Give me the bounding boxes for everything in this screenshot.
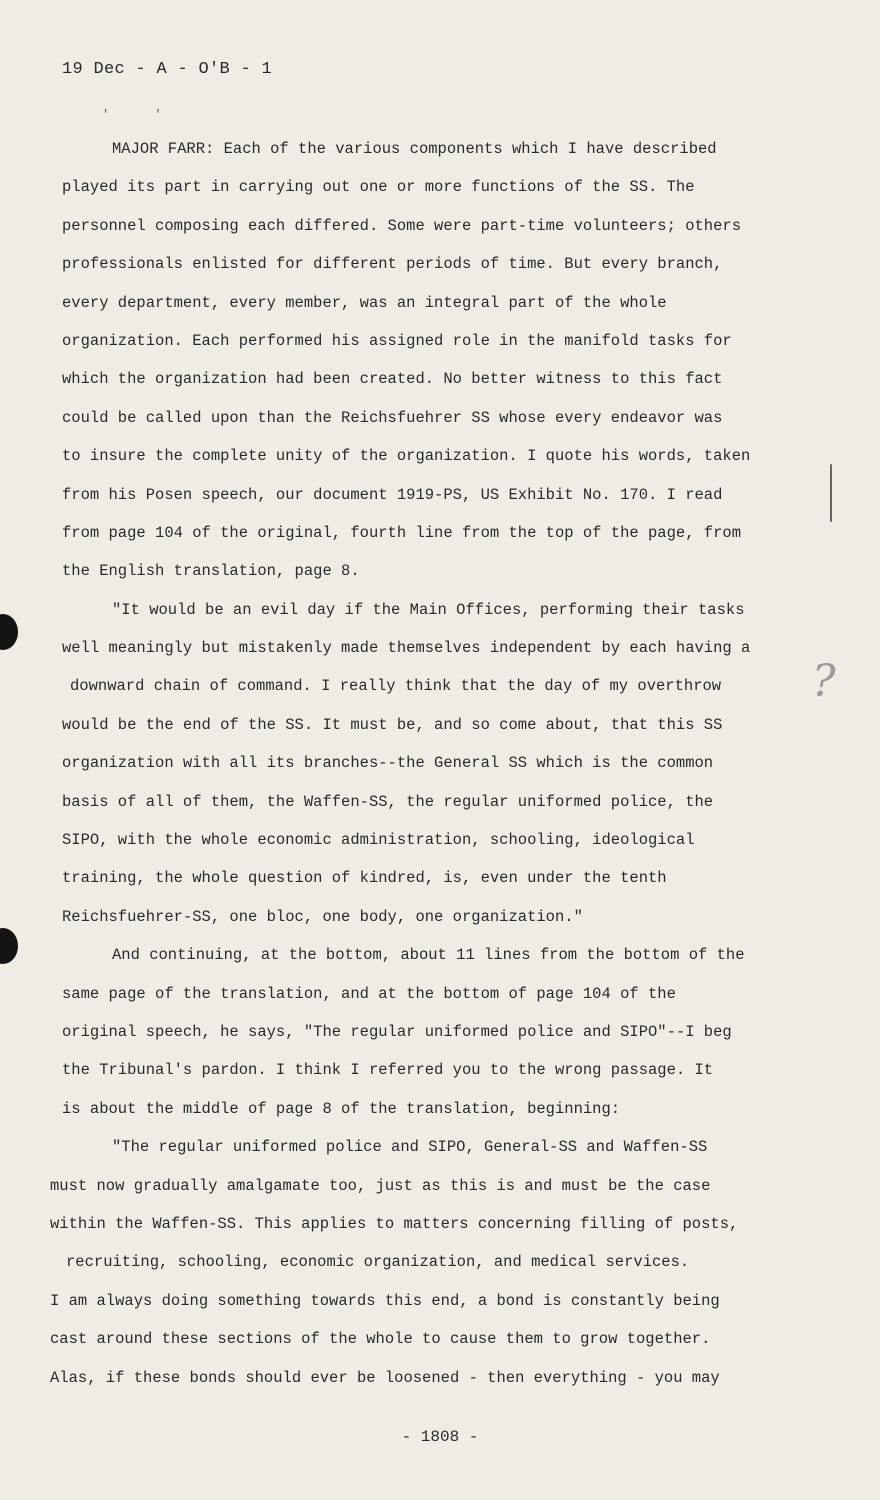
text-line: is about the middle of page 8 of the translation, beginning: <box>62 1099 621 1118</box>
quote-line: recruiting, schooling, economic organization, and medical services. <box>66 1253 690 1272</box>
quote-line: "The regular uniformed police and SIPO, General-SS and Waffen-SS <box>112 1138 708 1157</box>
quote-line: downward chain of command. I really think that the day of my overthrow <box>70 677 722 696</box>
text-line: professionals enlisted for different periods of time. But every branch, <box>62 255 723 274</box>
margin-question-mark: ? <box>812 656 836 707</box>
text-line: personnel composing each differed. Some were part-time volunteers; others <box>62 216 742 235</box>
text-line: same page of the translation, and at the bottom of page 104 of the <box>62 984 676 1003</box>
punch-hole <box>0 928 18 964</box>
text-line: which the organization had been created. No better witness to this fact <box>62 370 723 389</box>
text-line: to insure the complete unity of the organization. I quote his words, taken <box>62 447 751 466</box>
quote-line: SIPO, with the whole economic administration, schooling, ideological <box>62 831 695 850</box>
text-line: from page 104 of the original, fourth line from the top of the page, from <box>62 523 742 542</box>
text-line: from his Posen speech, our document 1919-PS, US Exhibit No. 170. I read <box>62 485 723 504</box>
quote-line: Alas, if these bonds should ever be loosened - then everything - you may <box>50 1368 720 1387</box>
quote-line: well meaningly but mistakenly made themselves independent by each having a <box>62 639 751 658</box>
text-line: And continuing, at the bottom, about 11 lines from the bottom of the <box>112 946 745 965</box>
text-line: MAJOR FARR: Each of the various components which I have described <box>112 140 717 158</box>
quote-line: must now gradually amalgamate too, just as this is and must be the case <box>50 1176 711 1195</box>
punch-hole <box>0 614 18 650</box>
quote-line: basis of all of them, the Waffen-SS, the regular uniformed police, the <box>62 792 714 811</box>
stray-marks: ' ' <box>102 108 162 122</box>
quote-line: training, the whole question of kindred, is, even under the tenth <box>62 869 667 888</box>
quote-line: cast around these sections of the whole to cause them to grow together. <box>50 1330 711 1349</box>
quote-line: organization with all its branches--the General SS which is the common <box>62 754 714 773</box>
text-line: could be called upon than the Reichsfuehrer SS whose every endeavor was <box>62 408 723 427</box>
transcript-body <box>50 130 802 1397</box>
text-line: the Tribunal's pardon. I think I referred you to the wrong passage. It <box>62 1061 714 1080</box>
text-line: organization. Each performed his assigned role in the manifold tasks for <box>62 331 732 350</box>
quote-line: Reichsfuehrer-SS, one bloc, one body, one organization." <box>62 907 583 926</box>
quote-line: would be the end of the SS. It must be, and so come about, that this SS <box>62 715 723 734</box>
page-header-code: 19 Dec - A - O'B - 1 <box>62 60 273 79</box>
text-line: every department, every member, was an integral part of the whole <box>62 293 667 312</box>
text-line: original speech, he says, "The regular uniformed police and SIPO"--I beg <box>62 1022 732 1041</box>
text-line: the English translation, page 8. <box>62 562 360 581</box>
quote-line: I am always doing something towards this end, a bond is constantly being <box>50 1291 720 1310</box>
quote-line: "It would be an evil day if the Main Offices, performing their tasks <box>112 600 745 619</box>
page-number: - 1808 - <box>401 1428 479 1446</box>
margin-line-mark <box>830 464 832 522</box>
text-line: played its part in carrying out one or more functions of the SS. The <box>62 178 695 197</box>
quote-line: within the Waffen-SS. This applies to matters concerning filling of posts, <box>50 1214 739 1233</box>
